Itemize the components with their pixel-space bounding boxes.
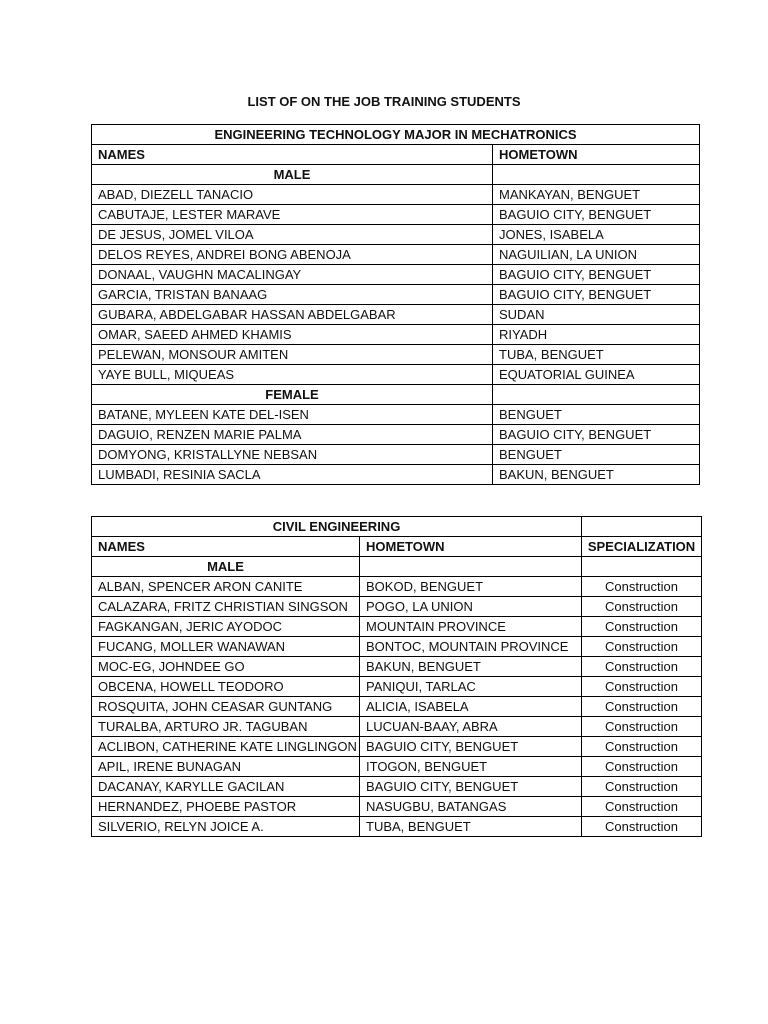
table-title-row (92, 517, 702, 537)
group-label-row (92, 557, 702, 577)
student-hometown: EQUATORIAL GUINEA (493, 365, 700, 385)
group-label-row (92, 385, 700, 405)
student-hometown: BAGUIO CITY, BENGUET (360, 737, 582, 757)
student-name: CALAZARA, FRITZ CHRISTIAN SINGSON (92, 597, 360, 617)
student-name: DELOS REYES, ANDREI BONG ABENOJA (92, 245, 493, 265)
group-label-female: FEMALE (92, 385, 493, 405)
student-hometown: JONES, ISABELA (493, 225, 700, 245)
student-specialization: Construction (582, 757, 702, 777)
student-hometown: BENGUET (493, 405, 700, 425)
table-row (92, 777, 702, 797)
student-specialization: Construction (582, 657, 702, 677)
student-hometown: MOUNTAIN PROVINCE (360, 617, 582, 637)
column-header-names: NAMES (92, 537, 360, 557)
table-row (92, 597, 702, 617)
student-specialization: Construction (582, 697, 702, 717)
student-hometown: ALICIA, ISABELA (360, 697, 582, 717)
student-hometown: BAGUIO CITY, BENGUET (493, 205, 700, 225)
group-label-male: MALE (92, 557, 360, 577)
empty-cell (582, 517, 702, 537)
student-hometown: POGO, LA UNION (360, 597, 582, 617)
table-row (92, 325, 700, 345)
mechatronics-title: ENGINEERING TECHNOLOGY MAJOR IN MECHATRONICS (92, 125, 700, 145)
student-specialization: Construction (582, 777, 702, 797)
table-row (92, 185, 700, 205)
student-name: DE JESUS, JOMEL VILOA (92, 225, 493, 245)
student-hometown: BOKOD, BENGUET (360, 577, 582, 597)
column-header-specialization: SPECIALIZATION (582, 537, 702, 557)
student-name: HERNANDEZ, PHOEBE PASTOR (92, 797, 360, 817)
student-hometown: PANIQUI, TARLAC (360, 677, 582, 697)
student-hometown: TUBA, BENGUET (360, 817, 582, 837)
group-label-row (92, 165, 700, 185)
student-name: YAYE BULL, MIQUEAS (92, 365, 493, 385)
student-name: DAGUIO, RENZEN MARIE PALMA (92, 425, 493, 445)
empty-cell (493, 385, 700, 405)
student-hometown: TUBA, BENGUET (493, 345, 700, 365)
table-row (92, 577, 702, 597)
student-specialization: Construction (582, 577, 702, 597)
student-specialization: Construction (582, 817, 702, 837)
table-row (92, 365, 700, 385)
table-row (92, 205, 700, 225)
column-header-hometown: HOMETOWN (360, 537, 582, 557)
table-row (92, 425, 700, 445)
civil-engineering-table (91, 516, 702, 837)
student-specialization: Construction (582, 737, 702, 757)
student-name: DOMYONG, KRISTALLYNE NEBSAN (92, 445, 493, 465)
student-hometown: BAGUIO CITY, BENGUET (360, 777, 582, 797)
table-row (92, 305, 700, 325)
student-hometown: RIYADH (493, 325, 700, 345)
student-specialization: Construction (582, 597, 702, 617)
student-hometown: LUCUAN-BAAY, ABRA (360, 717, 582, 737)
student-name: BATANE, MYLEEN KATE DEL-ISEN (92, 405, 493, 425)
table-header-row (92, 537, 702, 557)
column-header-names: NAMES (92, 145, 493, 165)
table-row (92, 445, 700, 465)
student-name: FAGKANGAN, JERIC AYODOC (92, 617, 360, 637)
student-name: CABUTAJE, LESTER MARAVE (92, 205, 493, 225)
student-hometown: SUDAN (493, 305, 700, 325)
student-hometown: ITOGON, BENGUET (360, 757, 582, 777)
group-label-male: MALE (92, 165, 493, 185)
student-name: PELEWAN, MONSOUR AMITEN (92, 345, 493, 365)
student-hometown: BAKUN, BENGUET (360, 657, 582, 677)
student-name: ROSQUITA, JOHN CEASAR GUNTANG (92, 697, 360, 717)
table-row (92, 697, 702, 717)
table-row (92, 737, 702, 757)
student-specialization: Construction (582, 617, 702, 637)
student-specialization: Construction (582, 637, 702, 657)
table-row (92, 245, 700, 265)
student-name: TURALBA, ARTURO JR. TAGUBAN (92, 717, 360, 737)
student-name: SILVERIO, RELYN JOICE A. (92, 817, 360, 837)
student-name: ABAD, DIEZELL TANACIO (92, 185, 493, 205)
student-name: FUCANG, MOLLER WANAWAN (92, 637, 360, 657)
table-row (92, 637, 702, 657)
table-row (92, 405, 700, 425)
student-hometown: BAGUIO CITY, BENGUET (493, 425, 700, 445)
civil-engineering-table-body (92, 517, 702, 837)
student-hometown: MANKAYAN, BENGUET (493, 185, 700, 205)
table-title-row (92, 125, 700, 145)
empty-cell (493, 165, 700, 185)
empty-cell (582, 557, 702, 577)
table-row (92, 225, 700, 245)
student-name: ALBAN, SPENCER ARON CANITE (92, 577, 360, 597)
student-hometown: NASUGBU, BATANGAS (360, 797, 582, 817)
student-hometown: BONTOC, MOUNTAIN PROVINCE (360, 637, 582, 657)
student-hometown: BENGUET (493, 445, 700, 465)
student-hometown: BAKUN, BENGUET (493, 465, 700, 485)
table-row (92, 817, 702, 837)
student-hometown: NAGUILIAN, LA UNION (493, 245, 700, 265)
table-row (92, 677, 702, 697)
table-row (92, 717, 702, 737)
student-name: GARCIA, TRISTAN BANAAG (92, 285, 493, 305)
student-name: APIL, IRENE BUNAGAN (92, 757, 360, 777)
table-row (92, 757, 702, 777)
student-name: LUMBADI, RESINIA SACLA (92, 465, 493, 485)
student-name: MOC-EG, JOHNDEE GO (92, 657, 360, 677)
student-name: OMAR, SAEED AHMED KHAMIS (92, 325, 493, 345)
table-header-row (92, 145, 700, 165)
document-title: LIST OF ON THE JOB TRAINING STUDENTS (247, 94, 521, 109)
student-name: ACLIBON, CATHERINE KATE LINGLINGON (92, 737, 360, 757)
table-row (92, 657, 702, 677)
student-hometown: BAGUIO CITY, BENGUET (493, 285, 700, 305)
student-hometown: BAGUIO CITY, BENGUET (493, 265, 700, 285)
table-row (92, 345, 700, 365)
table-row (92, 265, 700, 285)
table-row (92, 465, 700, 485)
civil-engineering-title: CIVIL ENGINEERING (92, 517, 582, 537)
student-name: GUBARA, ABDELGABAR HASSAN ABDELGABAR (92, 305, 493, 325)
student-name: DONAAL, VAUGHN MACALINGAY (92, 265, 493, 285)
column-header-hometown: HOMETOWN (493, 145, 700, 165)
student-specialization: Construction (582, 797, 702, 817)
empty-cell (360, 557, 582, 577)
table-row (92, 285, 700, 305)
student-name: DACANAY, KARYLLE GACILAN (92, 777, 360, 797)
student-name: OBCENA, HOWELL TEODORO (92, 677, 360, 697)
table-row (92, 617, 702, 637)
table-row (92, 797, 702, 817)
student-specialization: Construction (582, 677, 702, 697)
student-specialization: Construction (582, 717, 702, 737)
mechatronics-table (91, 124, 700, 485)
mechatronics-table-body (92, 125, 700, 485)
